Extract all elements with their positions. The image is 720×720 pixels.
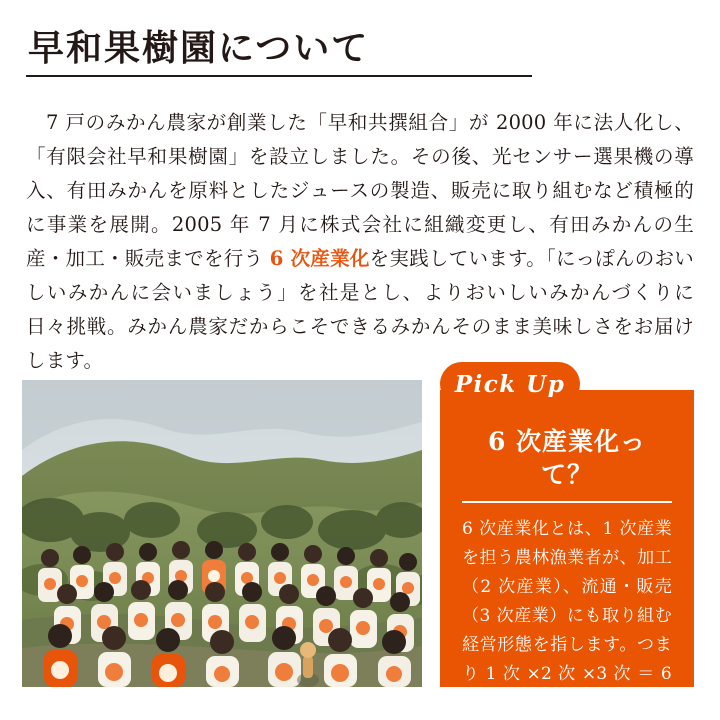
body-paragraph: [26, 106, 694, 378]
body-text-part-2: を実践しています。「にっぽんのおいしいみかんに会いましょう」を社是とし、よりおいしいみかんづくりに日々挑戦。みかん農家だからこそできるみかんそのまま美味しさをお届けします。: [26, 247, 694, 372]
group-photo: [22, 380, 422, 687]
page-title-block: [26, 26, 694, 77]
panel-heading: 6 次産業化って？: [462, 426, 672, 503]
group-photo-illustration: [22, 380, 422, 687]
body-text-highlight: 6 次産業化: [269, 247, 370, 270]
page-title: 早和果樹園について: [28, 27, 370, 69]
sixth-industrialization-panel: [440, 390, 694, 713]
title-underline: [26, 75, 532, 77]
pickup-badge: Pick Up: [440, 362, 580, 406]
panel-body-text: 6 次産業化とは、1 次産業を担う農林漁業者が、加工（2 次産業）、流通・販売（3 次産業）にも取り組む経営形態を指します。つまり 1 次 ×2 次 ×3 次 ＝ 6 ！で 6 次産業化。: [462, 519, 672, 713]
body-text-part-1: 7 戸のみかん農家が創業した「早和共撰組合」が 2000 年に法人化し、「有限会社早和果樹園」を設立しました。その後、光センサー選果機の導入、有田みかんを原料としたジュースの製造、販売に取り組むなど積極的に事業を展開。2005 年 7 月に株式会社に組織変更し、有田みかんの生産・加工・販売までを行う: [26, 111, 694, 270]
